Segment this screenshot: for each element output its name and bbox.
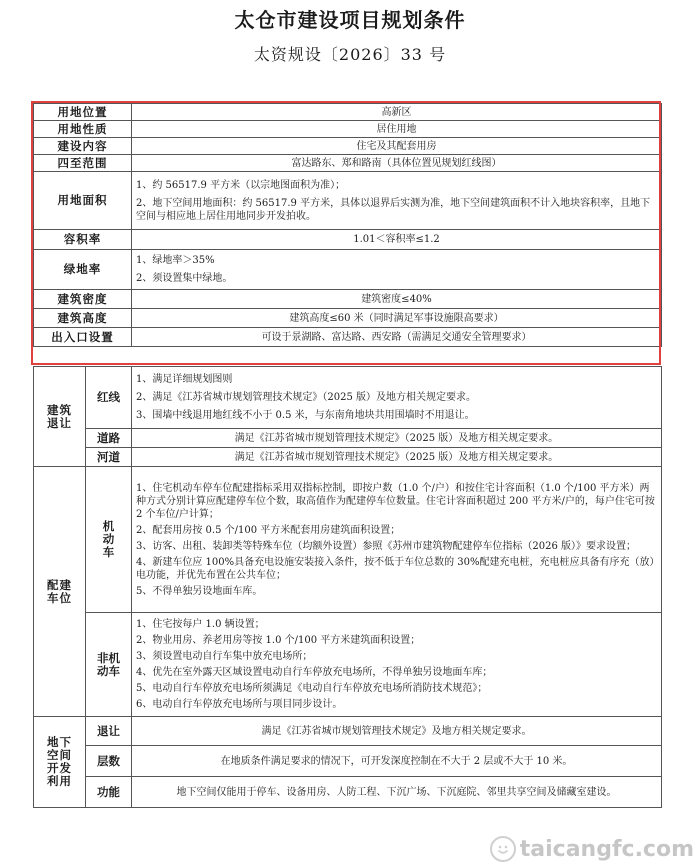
row-label: 建筑高度 [34,309,132,328]
table-row [34,777,662,808]
row-label: 用地位置 [34,104,132,121]
smiley-icon [490,836,516,862]
row-value [132,172,662,230]
document-number: 太资规设〔2026〕33 号 [253,45,447,64]
nonmotor-label: 非机动车 [86,613,132,717]
detail-conditions-table [33,366,662,808]
motor-line-5: 5、不得单独另设地面车库。 [136,585,263,597]
table-row [34,230,662,250]
nonmotor-line-1: 1、住宅按每户 1.0 辆设置； [136,619,265,630]
nonmotor-line-6: 6、电动自行车停放充电场所与项目同步设计。 [136,699,343,710]
row-value: 1.01＜容积率≤1.2 [132,230,662,250]
row-label: 容积率 [34,230,132,250]
row-value: 居住用地 [132,121,662,138]
table-row [34,613,662,717]
row-label: 出入口设置 [34,328,132,347]
motor-value [132,467,662,613]
row-value: 高新区 [132,104,662,121]
underground-label: 地下空间开发利用 [34,717,86,808]
row-value: 富达路东、郑和路南（具体位置见规划红线图） [132,155,662,172]
table-row [34,309,662,328]
table-row [34,367,662,429]
table-row [34,138,662,155]
redline-line-2: 2、满足《江苏省城市规划管理技术规定》（2025 版）及地方相关规定要求。 [136,392,476,403]
table-row [34,746,662,777]
watermark [490,836,694,862]
row-label: 四至范围 [34,155,132,172]
road-value: 满足《江苏省城市规划管理技术规定》（2025 版）及地方相关规定要求。 [132,429,662,448]
table-row [34,250,662,290]
motor-label: 机动车 [86,467,132,613]
table-row [34,172,662,230]
row-label: 建筑密度 [34,290,132,309]
redline-line-3: 3、围墙中线退用地红线不小于 0.5 米，与东南角地块共用围墙时不用退让。 [136,410,475,421]
river-label: 河道 [86,448,132,467]
nonmotor-line-2: 2、物业用房、养老用房等按 1.0 个/100 平方米建筑面积设置； [136,635,421,646]
row-value: 住宅及其配套用房 [132,138,662,155]
nonmotor-line-3: 3、须设置电动自行车集中放充电场所； [136,651,313,662]
nonmotor-line-4: 4、优先在室外露天区域设置电动自行车停放充电场所，不得单独另设地面车库； [136,667,493,678]
table-row [34,717,662,746]
ug-setback-value: 满足《江苏省城市规划管理技术规定》及地方相关规定要求。 [132,717,662,746]
table-row [34,104,662,121]
ug-function-value: 地下空间仅能用于停车、设备用房、人防工程、下沉广场、下沉庭院、邻里共享空间及储藏室建设。 [132,777,662,808]
area-line-1: 1、约 56517.9 平方米（以宗地图面积为准）； [136,179,346,191]
row-value: 可设于景湖路、富达路、西安路（需满足交通安全管理要求） [132,328,662,347]
watermark-text: taicangfc.com [519,836,694,862]
redline-value [132,367,662,429]
motor-line-1: 1、住宅机动车停车位配建指标采用双指标控制，即按户数（1.0 个/户）和按住宅计容面积（1.0 个/100 平方米）两种方式分别计算应配建停车位个数，取高值作为配建停车位数量。住宅计容面积超过 200 平方米/户的，每户住宅可按 2 个车位/户计算； [136,482,655,520]
planning-conditions-table [33,103,662,347]
road-label: 道路 [86,429,132,448]
table-row [34,429,662,448]
redline-line-1: 1、满足详细规划图则 [136,374,233,385]
table-row [34,121,662,138]
ug-floors-value: 在地质条件满足要求的情况下，可开发深度控制在不大于 2 层或不大于 10 米。 [132,746,662,777]
nonmotor-value [132,613,662,717]
row-label: 用地性质 [34,121,132,138]
river-value: 满足《江苏省城市规划管理技术规定》（2025 版）及地方相关规定要求。 [132,448,662,467]
ug-floors-label: 层数 [86,746,132,777]
green-line-2: 2、须设置集中绿地。 [136,273,233,284]
row-value: 建筑高度≤60 米（同时满足军事设施限高要求） [132,309,662,328]
table-row [34,155,662,172]
table-row [34,448,662,467]
row-label: 绿地率 [34,250,132,290]
area-line-2: 2、地下空间用地面积：约 56517.9 平方米，具体以退界后实测为准，地下空间建筑面积不计入地块容积率，且地下空间与相应地上居住用地同步开发拍收。 [136,197,651,222]
document-title: 太仓市建设项目规划条件 [234,8,466,32]
ug-setback-label: 退让 [86,717,132,746]
setback-label: 建筑退让 [34,367,86,467]
redline-label: 红线 [86,367,132,429]
row-label: 建设内容 [34,138,132,155]
table-row [34,290,662,309]
motor-line-4: 4、新建车位应 100%具备充电设施安装接入条件，按不低于车位总数的 30%配建充电桩，充电桩应具备有序充（放）电功能，并优先布置在公共车位； [136,556,655,581]
parking-label: 配建车位 [34,467,86,717]
table-row [34,328,662,347]
row-value: 建筑密度≤40% [132,290,662,309]
green-line-1: 1、绿地率＞35% [136,255,215,266]
row-value [132,250,662,290]
nonmotor-line-5: 5、电动自行车停放充电场所须满足《电动自行车停放充电场所消防技术规范》； [136,683,488,694]
ug-function-label: 功能 [86,777,132,808]
motor-line-2: 2、配套用房按 0.5 个/100 平方米配套用房建筑面积设置； [136,524,401,536]
table-row [34,467,662,613]
motor-line-3: 3、访客、出租、装卸类等特殊车位（均额外设置）参照《苏州市建筑物配建停车位指标（2026 版）》要求设置； [136,540,636,552]
row-label: 用地面积 [34,172,132,230]
